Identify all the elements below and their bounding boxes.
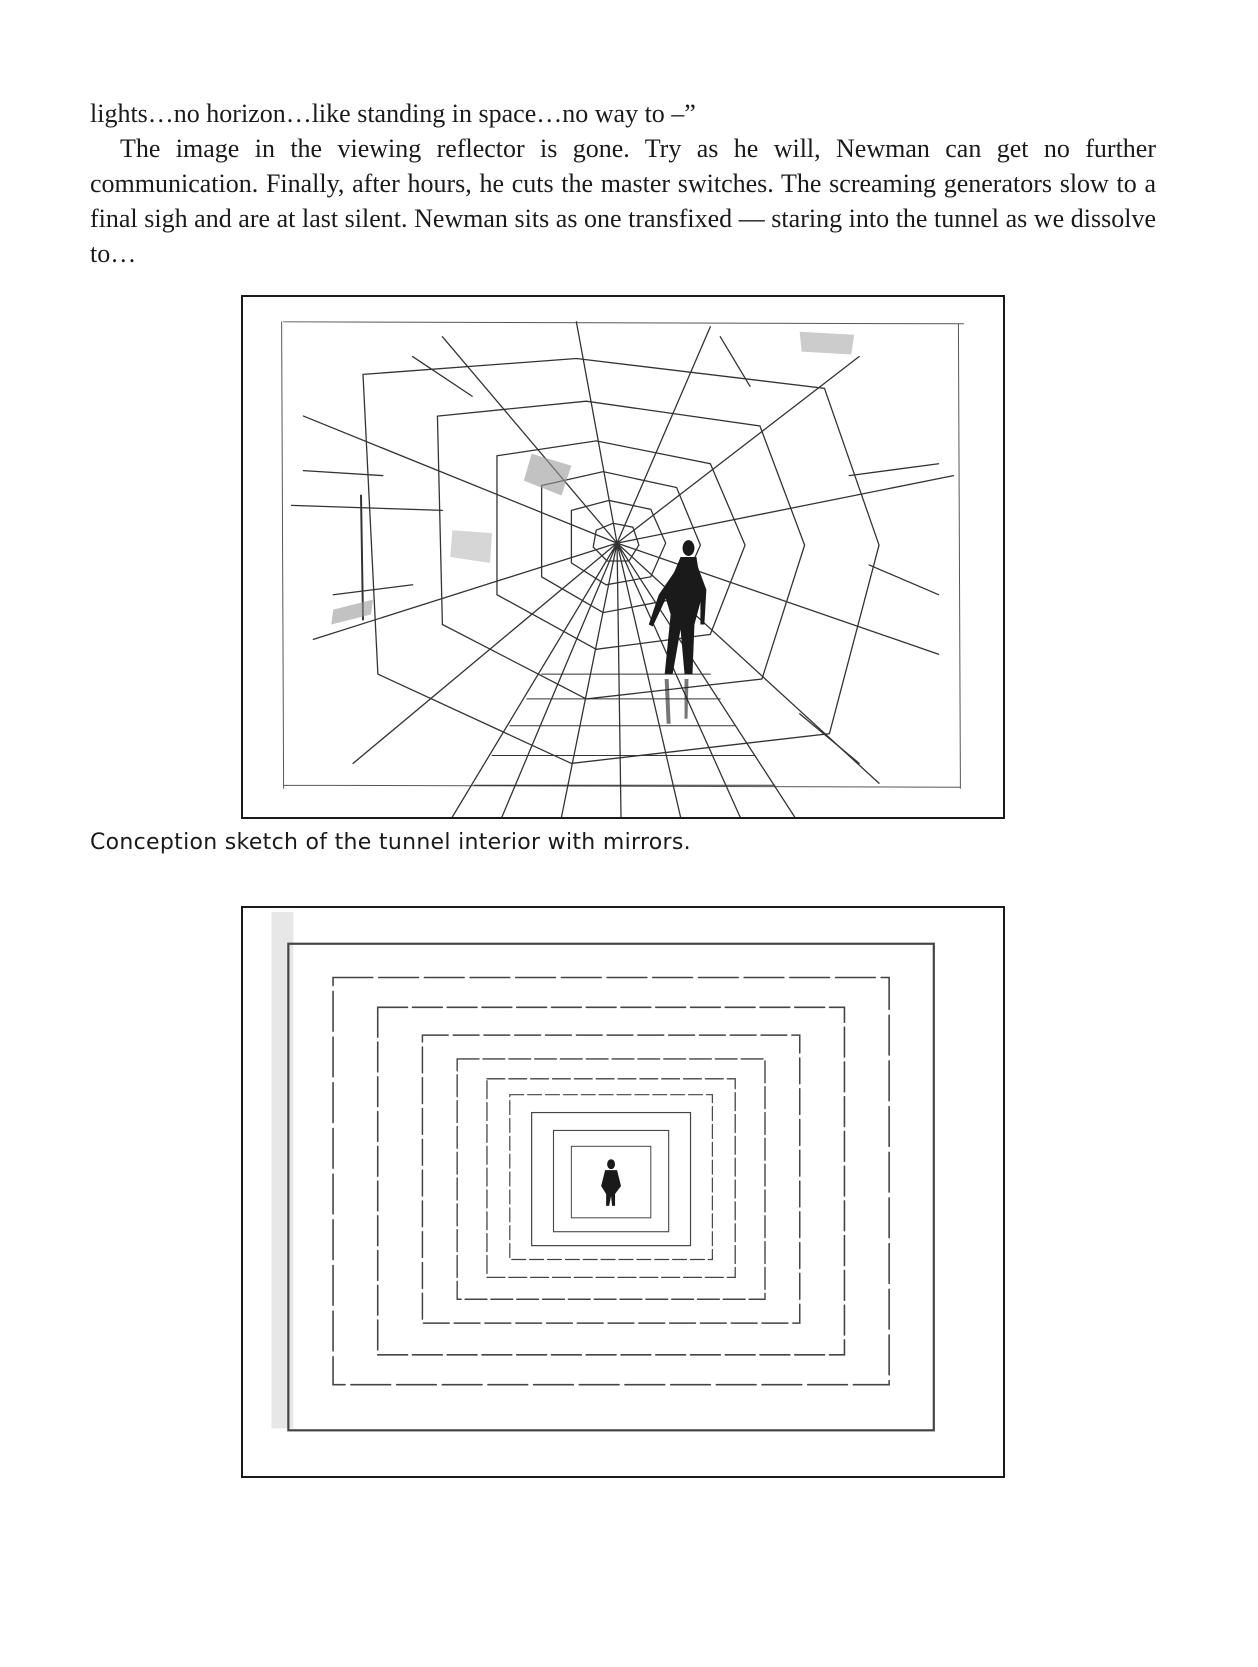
person-silhouette-icon [601,1159,621,1206]
body-text [90,96,1156,271]
figure-caption: Conception sketch of the tunnel interior with mirrors. [90,830,691,855]
tunnel-corridor-drawing [243,908,1003,1476]
tunnel-corridor-sketch [241,906,1005,1478]
tunnel-mirrors-sketch [241,295,1005,819]
tunnel-mirrors-drawing [243,297,1003,817]
text-line-continuation: lights…no horizon…like standing in space…no way to –” [90,99,696,128]
text-paragraph: The image in the viewing reflector is gone. Try as he will, Newman can get no further communication. Finally, after hours, he cuts the master switches. The screaming generators slow to a final sigh and are at last silent. Newman sits as one transfixed — staring into the tunnel as we dissolve to… [90,134,1156,268]
